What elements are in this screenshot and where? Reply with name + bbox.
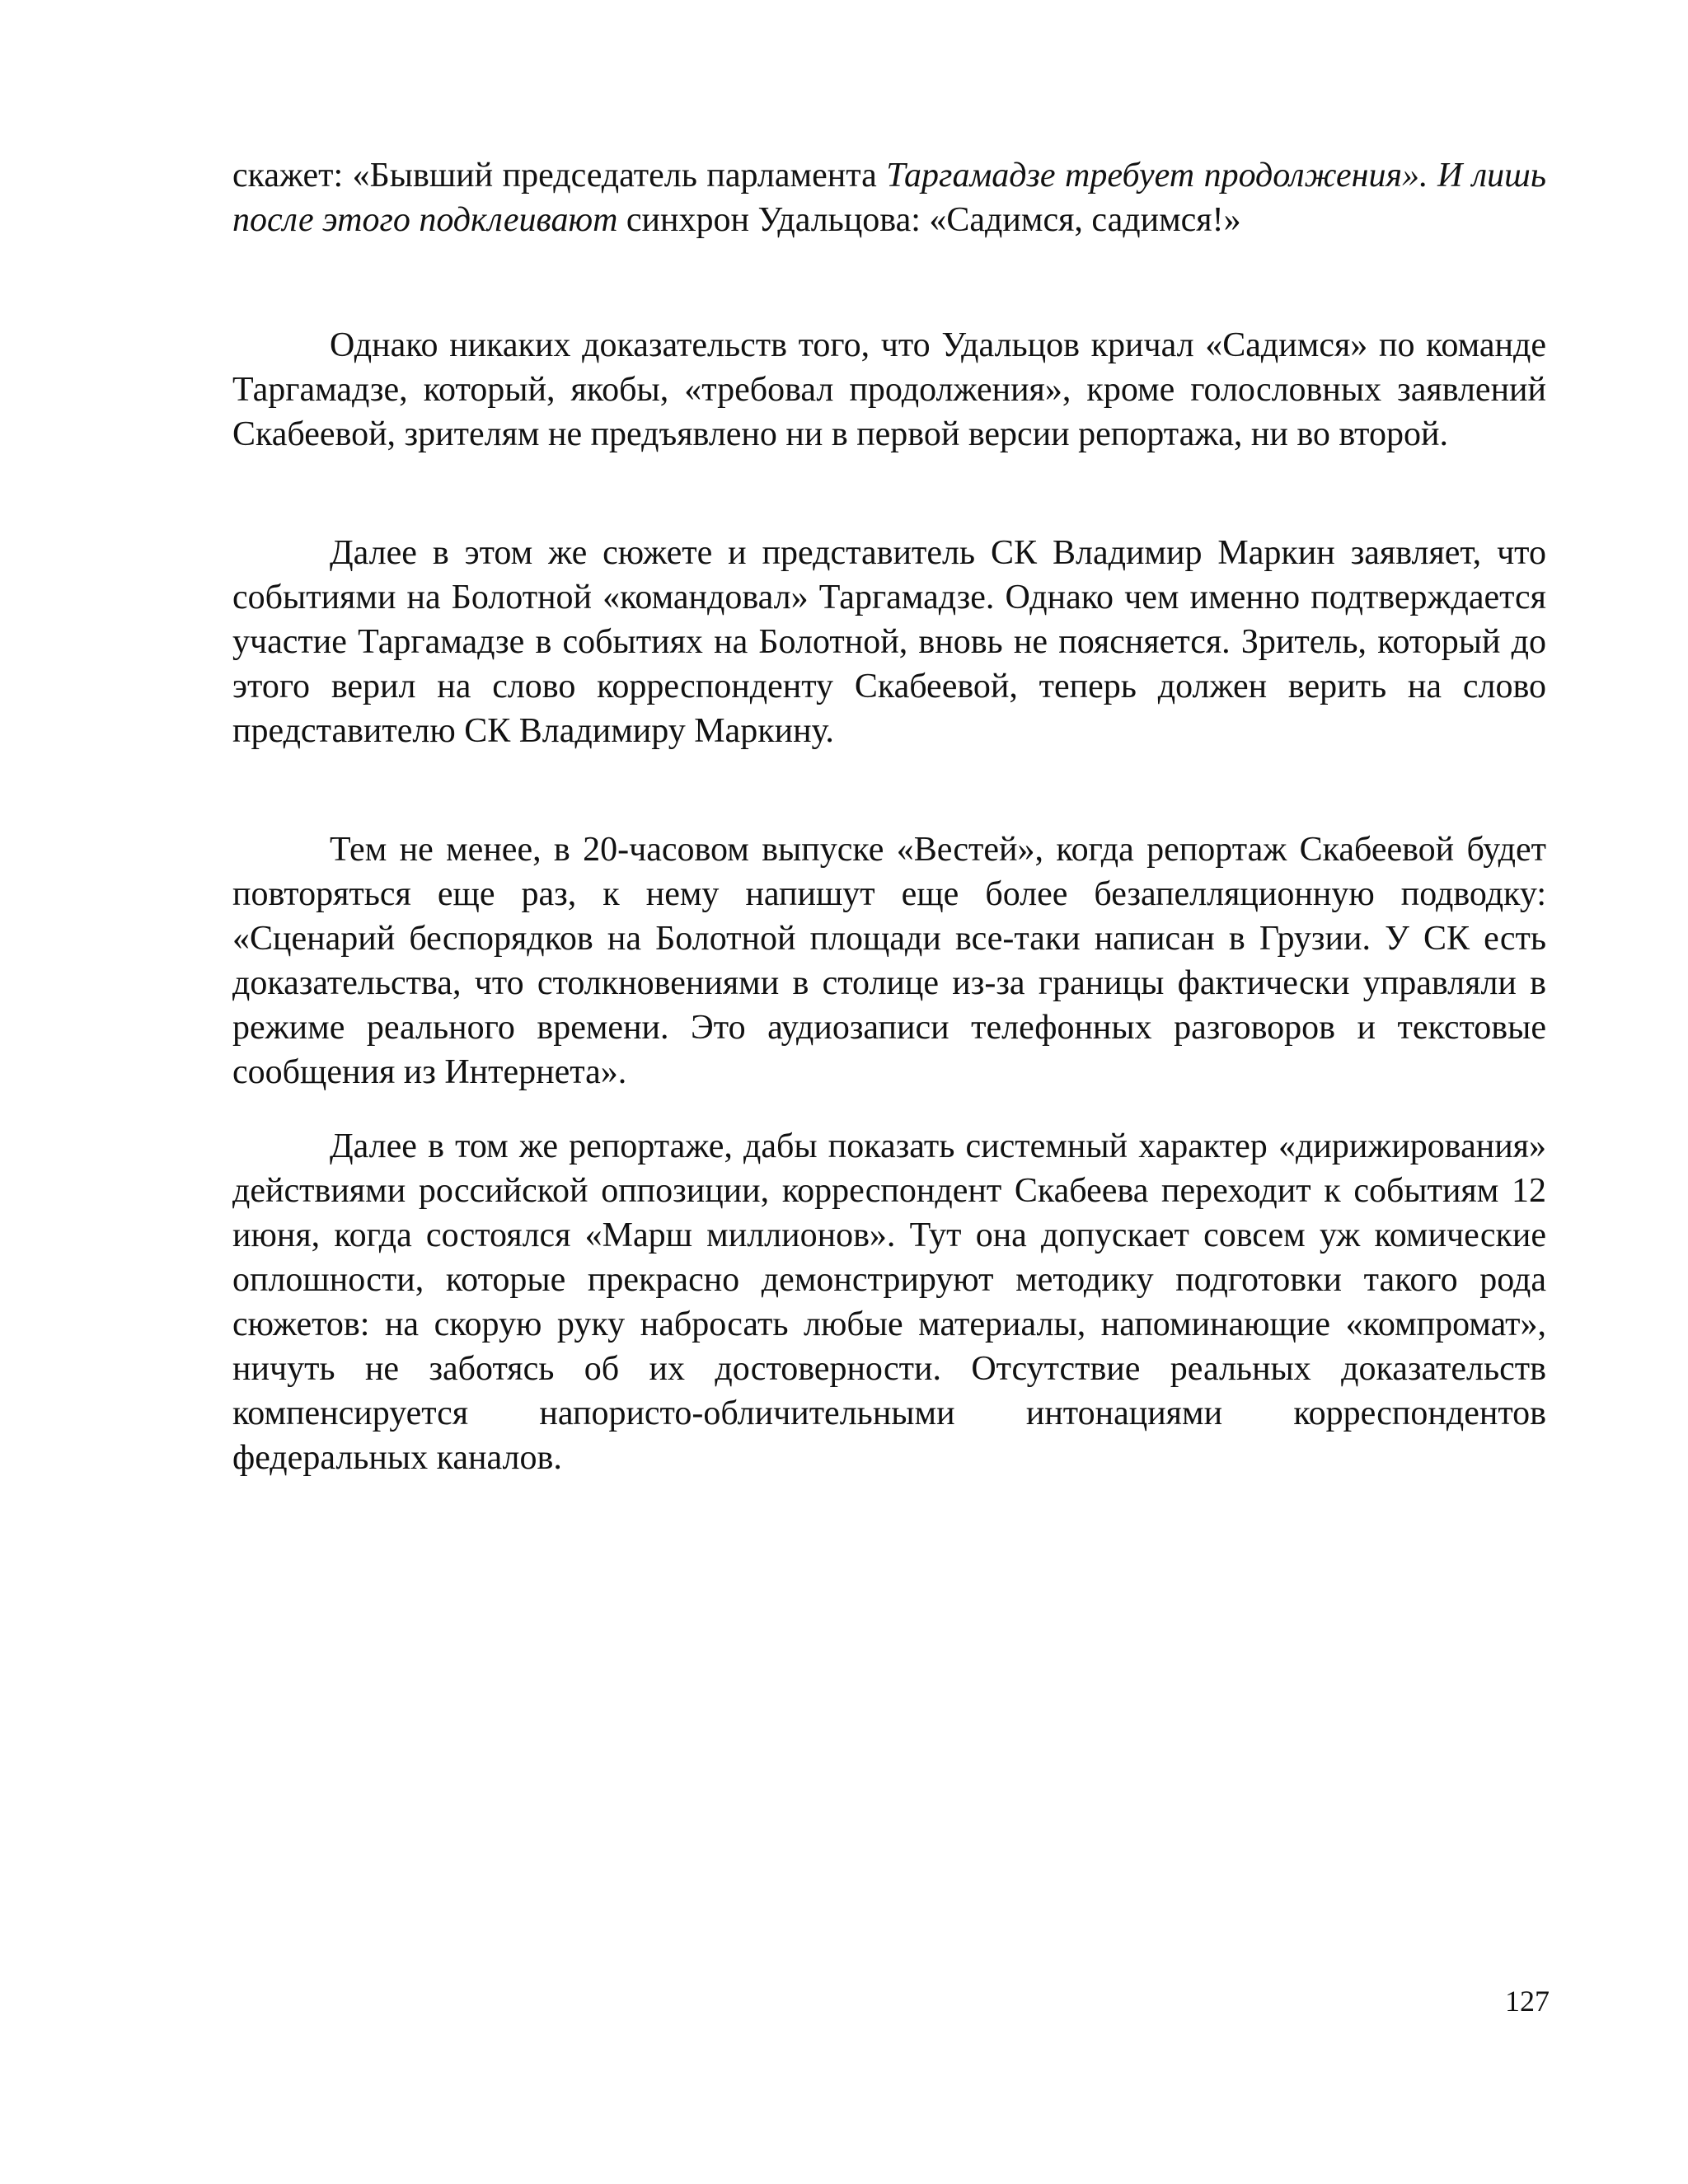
paragraph-3: Далее в этом же сюжете и представитель СК Владимир Маркин заявляет, что событиями на Болотной «командовал» Таргамадзе. Однако чем именно подтверждается участие Таргамадзе в событиях на Болотной, вновь не поясняется. Зритель, который до этого верил на слово корреспонденту Скабеевой, теперь должен верить на слово представителю СК Владимиру Маркину. <box>232 534 1546 750</box>
page-number: 127 <box>1505 1985 1550 2018</box>
paragraph-4: Тем не менее, в 20-часовом выпуске «Вестей», когда репортаж Скабеевой будет повторяться еще раз, к нему напишут еще более безапелляционную подводку: «Сценарий беспорядков на Болотной площади все-таки написан в Грузии. У СК есть доказательства, что столкновениями в столице из-за границы фактически управляли в режиме реального времени. Это аудиозаписи телефонных разговоров и текстовые сообщения из Интернета». <box>232 831 1546 1091</box>
paragraph-5: Далее в том же репортаже, дабы показать системный характер «дирижирования» действиями российской оппозиции, корреспондент Скабеева переходит к событиям 12 июня, когда состоялся «Марш миллионов». Тут она допускает совсем уж комические оплошности, которые прекрасно демонстрируют методику подготовки такого рода сюжетов: на скорую руку набросать любые материалы, напоминающие «компромат», ничуть не заботясь об их достоверности. Отсутствие реальных доказательств компенсируется напористо-обличительными интонациями корреспондентов федеральных каналов. <box>232 1127 1546 1477</box>
paragraph-1-segment-3: синхрон Удальцова: «Садимся, садимся!» <box>617 201 1241 239</box>
paragraph-1 <box>232 153 1546 242</box>
paragraph-1-segment-2-italic: Таргамадзе требует продолжения». И лишь после этого подклеивают <box>232 157 1546 239</box>
paragraph-1-segment-1: скажет: «Бывший председатель парламента <box>232 157 887 194</box>
paragraph-2: Однако никаких доказательств того, что Удальцов кричал «Садимся» по команде Таргамадзе, который, якобы, «требовал продолжения», кроме голословных заявлений Скабеевой, зрителям не предъявлено ни в первой версии репортажа, ни во второй. <box>232 326 1546 453</box>
